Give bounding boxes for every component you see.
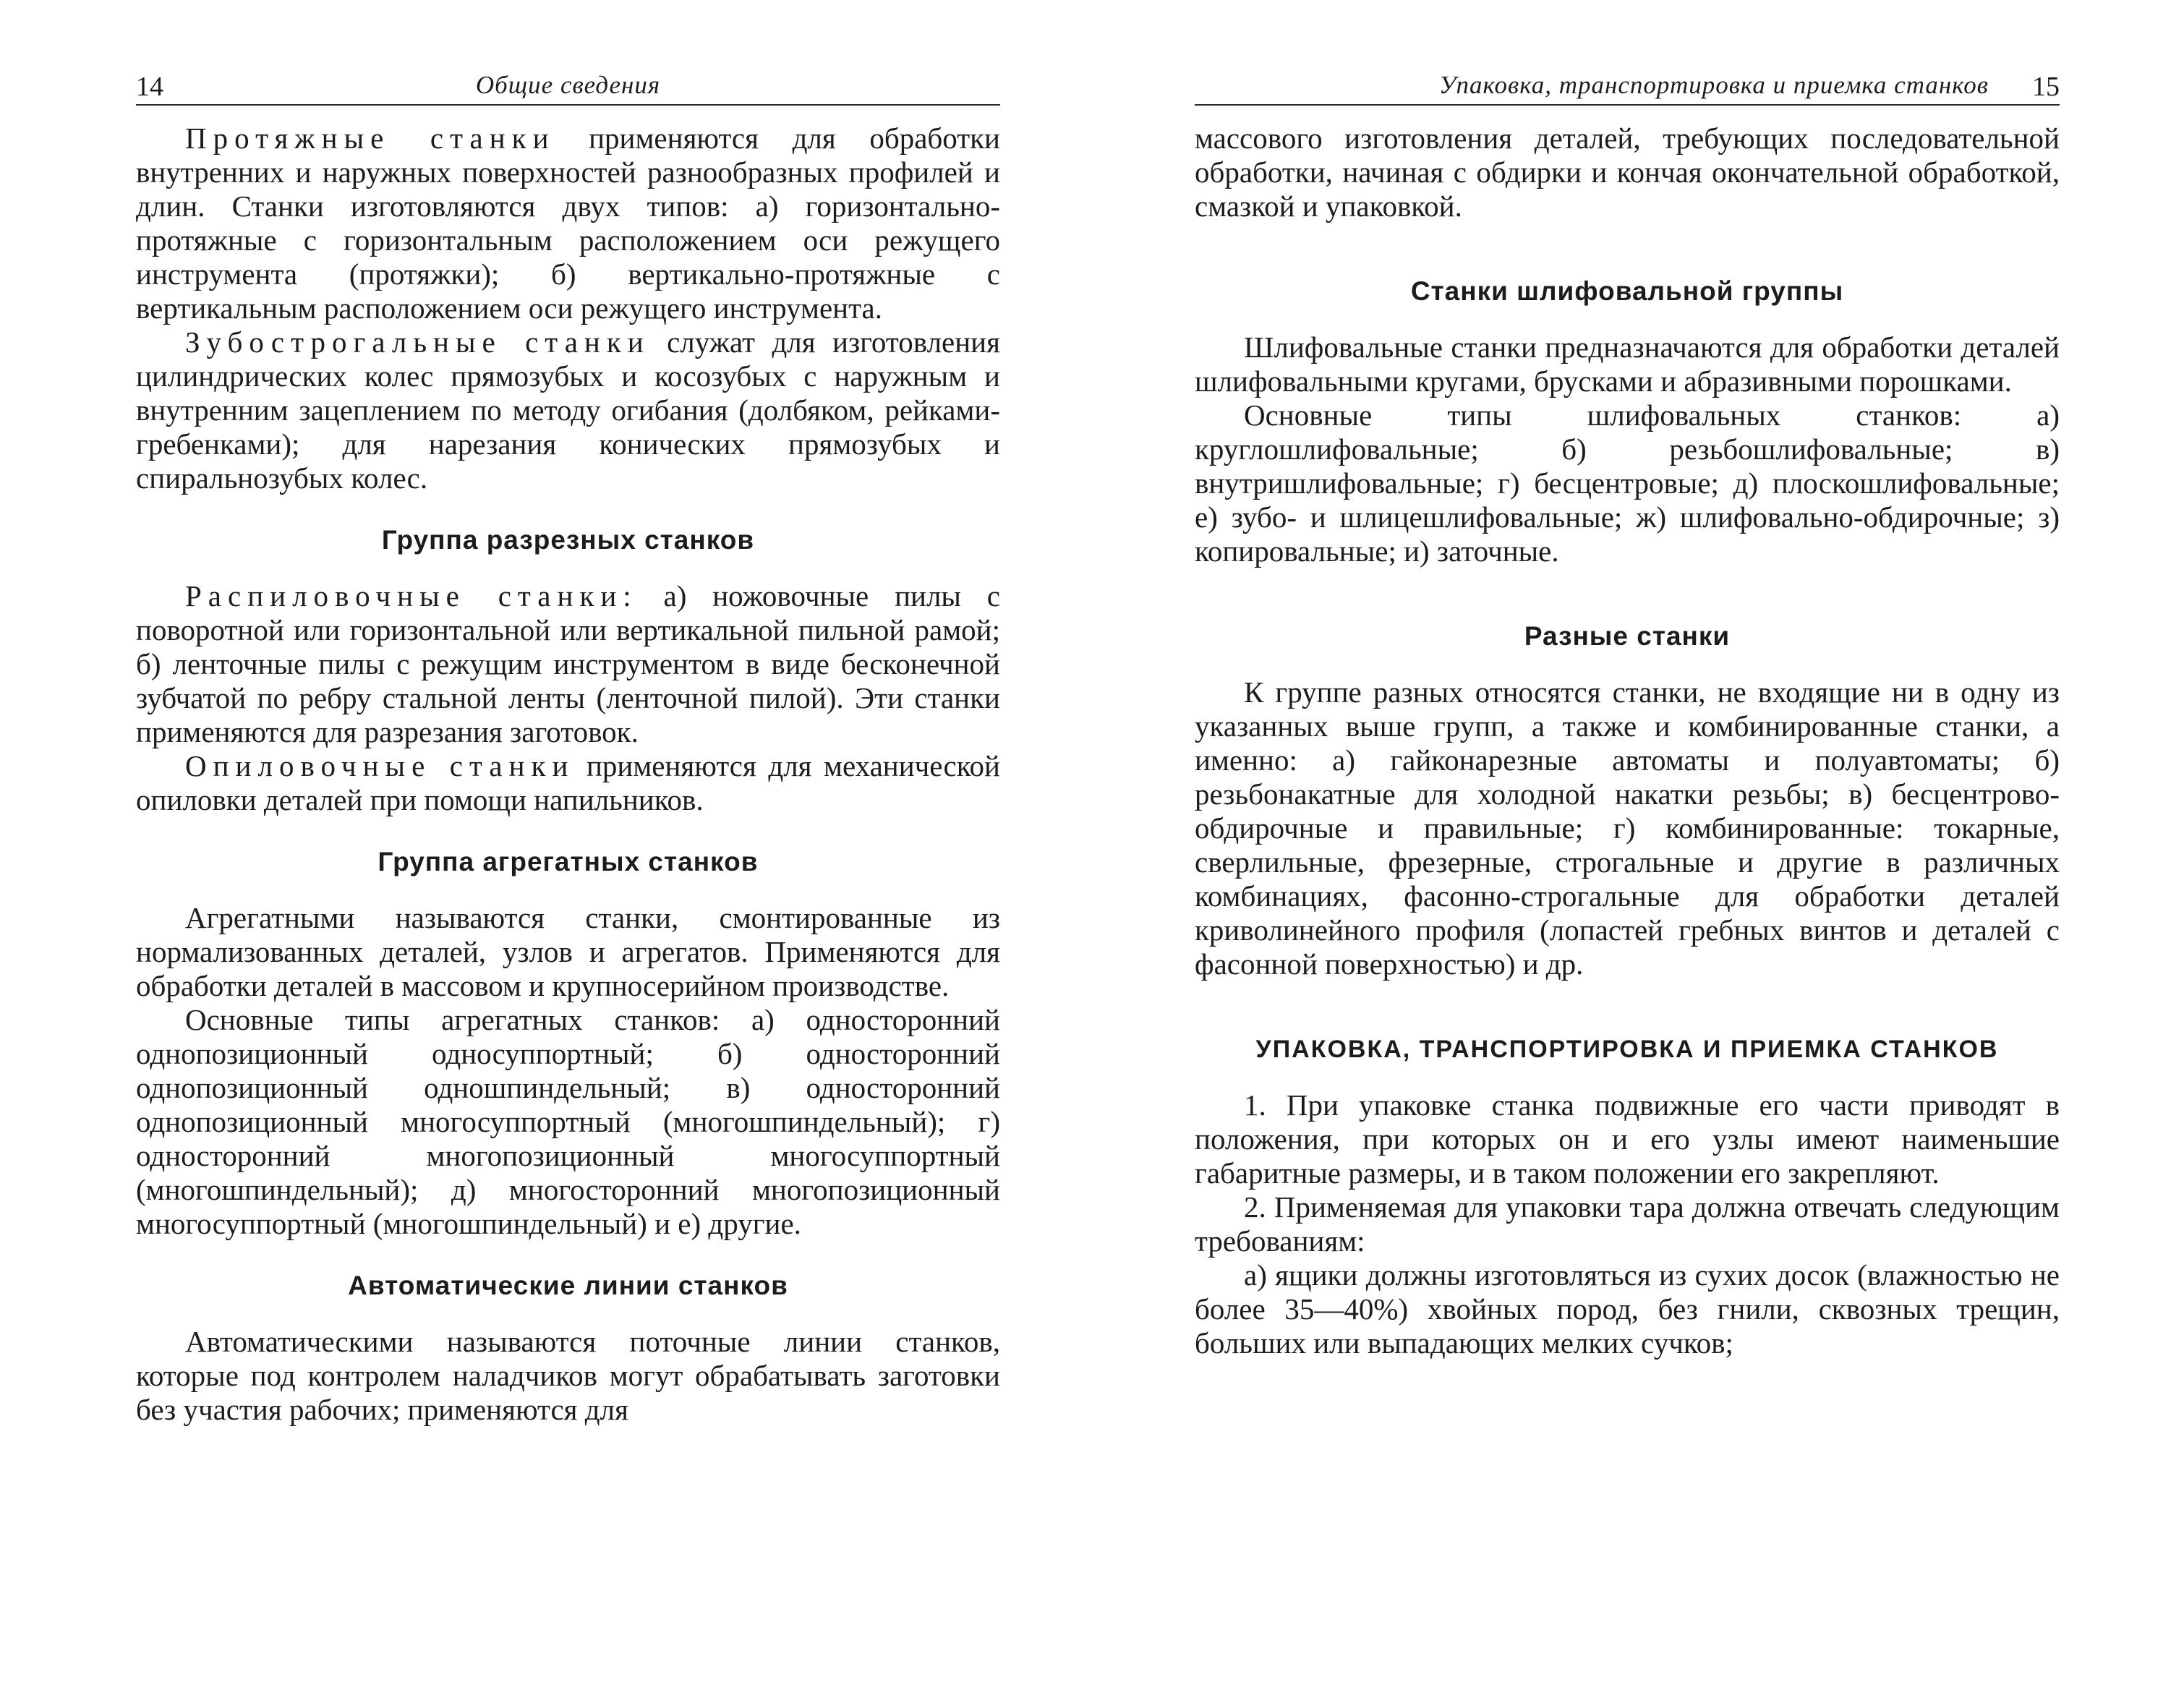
paragraph: Основные типы агрегатных станков: а) односторонний однопозиционный односуппортный; б) односторонний однопозиционный одношпиндельный; в) односторонний однопозиционный многосуппортный (многошпиндельный); г) односторонний многопозиционный многосуппортный (многошпиндельный); д) многосторонний многопозиционный многосуппортный (многошпиндельный) и е) другие. [136, 1003, 1000, 1240]
paragraph-broaching [136, 121, 1000, 325]
page-body [1195, 121, 2060, 1360]
section-heading: Группа разрезных станков [381, 525, 755, 555]
paragraph: Шлифовальные станки предназначаются для обработки деталей шлифовальными кругами, брусками и абразивными порошками. [1195, 330, 2060, 398]
paragraph-filing [136, 749, 1000, 817]
paragraph-sawing [136, 579, 1000, 749]
running-header [136, 64, 1000, 106]
paragraph: Автоматическими называются поточные линии станков, которые под контролем наладчиков могут обрабатывать заготовки без участия рабочих; применяются для [136, 1325, 1000, 1426]
paragraph: а) ящики должны изготовляться из сухих досок (влажностью не более 35—40%) хвойных пород, без гнили, сквозных трещин, больших или выпадающих мелких сучков; [1195, 1258, 2060, 1360]
paragraph-text: служат для изготовления цилиндрических колес прямозубых и косозубых с наружным и внутренним зацеплением по методу огибания (долбяком, рейками-гребенками); для нарезания конических прямозубых и спиральнозубых колес. [136, 325, 1000, 495]
section-heading: Разные станки [1524, 621, 1731, 651]
term: Протяжные станки [185, 121, 555, 155]
section-heading: Станки шлифовальной группы [1410, 276, 1844, 306]
term: Зубострогальные станки [185, 325, 650, 359]
chapter-heading: УПАКОВКА, ТРАНСПОРТИРОВКА И ПРИЕМКА СТАНКОВ [1255, 1036, 1999, 1063]
paragraph: 1. При упаковке станка подвижные его части приводят в положения, при которых он и его узлы имеют наименьшие габаритные размеры, и в таком положении его закрепляют. [1195, 1088, 2060, 1190]
paragraph: 2. Применяемая для упаковки тара должна отвечать следующим требованиям: [1195, 1190, 2060, 1258]
paragraph: Агрегатными называются станки, смонтированные из нормализованных деталей, узлов и агрегатов. Применяются для обработки деталей в массовом и крупносерийном производстве. [136, 901, 1000, 1002]
page-body [136, 121, 1000, 1427]
running-title: Общие сведения [475, 71, 661, 99]
paragraph-gear-planing [136, 325, 1000, 495]
paragraph: Основные типы шлифовальных станков: а) круглошлифовальные; б) резьбошлифовальные; в) внутришлифовальные; г) бесцентровые; д) плоскошлифовальные; е) зубо- и шлицешлифовальные; ж) шлифовально-обдирочные; з) копировальные; и) заточные. [1195, 398, 2060, 568]
paragraph: К группе разных относятся станки, не входящие ни в одну из указанных выше групп, а также и комбинированные станки, а именно: а) гайконарезные автоматы и полуавтоматы; б) резьбонакатные для холодной накатки резьбы; в) бесцентрово-обдирочные и правильные; г) комбинированные: токарные, сверлильные, фрезерные, строгальные и другие в различных комбинациях, фасонно-строгальные для обработки деталей криволинейного профиля (лопастей гребных винтов и деталей с фасонной поверхностью) и др. [1195, 675, 2060, 981]
running-title: Упаковка, транспортировка и приемка станков [1438, 71, 1989, 99]
section-heading: Автоматические линии станков [348, 1271, 788, 1300]
section-heading: Группа агрегатных станков [377, 847, 759, 876]
paragraph-text: применяются для обработки внутренних и наружных поверхностей разнообразных профилей и длин. Станки изготовляются двух типов: а) горизонтально-протяжные с горизонтальным расположением оси режущего инструмента (протяжки); б) вертикально-протяжные с вертикальным расположением оси режущего инструмента. [136, 121, 1000, 325]
right-page [1195, 64, 2060, 1360]
paragraph-text: а) ножовочные пилы с поворотной или горизонтальной или вертикальной пильной рамой; б) ленточные пилы с режущим инструментом в виде бесконечной зубчатой по ребру стальной ленты (ленточной пилой). Эти станки применяются для разрезания заготовок. [136, 579, 1000, 748]
page-number: 14 [136, 72, 163, 102]
running-header [1195, 64, 2060, 106]
paragraph-text: применяются для механической опиловки деталей при помощи напильников. [136, 749, 1000, 816]
term: Распиловочные станки: [185, 579, 638, 613]
paragraph-continued: массового изготовления деталей, требующих последовательной обработки, начиная с обдирки и кончая окончательной обработкой, смазкой и упаковкой. [1195, 121, 2060, 223]
page-number: 15 [2032, 72, 2060, 102]
left-page [136, 64, 1000, 1427]
term: Опиловочные станки [185, 749, 575, 782]
